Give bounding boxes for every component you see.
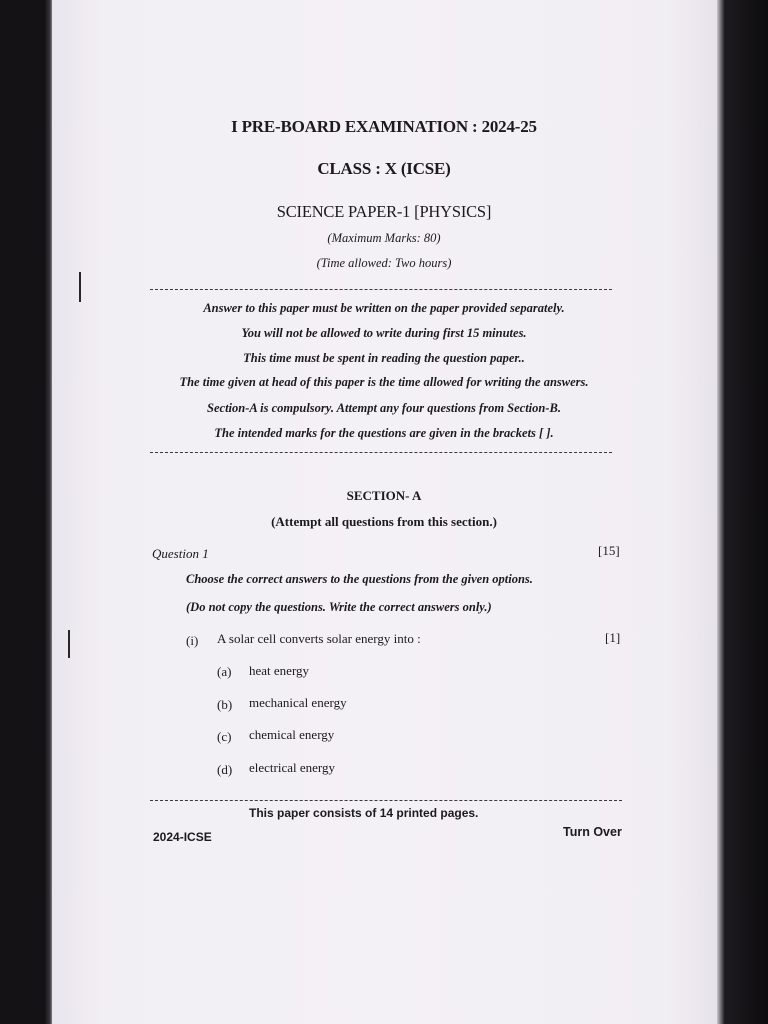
time-allowed: (Time allowed: Two hours) bbox=[316, 256, 452, 270]
section-subtitle: (Attempt all questions from this section.) bbox=[271, 514, 497, 529]
margin-mark bbox=[79, 272, 81, 302]
option-text: mechanical energy bbox=[249, 695, 347, 710]
instruction-line: Answer to this paper must be written on the paper provided separately. bbox=[203, 301, 565, 315]
max-marks: (Maximum Marks: 80) bbox=[327, 231, 441, 245]
question-instruction: Choose the correct answers to the questions from the given options. bbox=[186, 572, 533, 586]
option-text: chemical energy bbox=[249, 727, 335, 742]
option-text: electrical energy bbox=[249, 760, 336, 775]
option-text: heat energy bbox=[249, 663, 310, 678]
option-letter: (c) bbox=[217, 729, 232, 744]
class-line: CLASS : X (ICSE) bbox=[317, 159, 451, 178]
question-label: Question 1 bbox=[152, 546, 209, 561]
question-marks: [15] bbox=[598, 543, 620, 558]
option-letter: (a) bbox=[217, 664, 232, 679]
exam-paper-sheet bbox=[52, 0, 720, 1024]
instruction-line: The time given at head of this paper is the time allowed for writing the answers. bbox=[179, 375, 589, 389]
instruction-line: Section-A is compulsory. Attempt any four questions from Section-B. bbox=[207, 401, 561, 415]
sub-question-number: (i) bbox=[186, 633, 199, 648]
divider-footer bbox=[150, 800, 622, 801]
option-letter: (d) bbox=[217, 762, 233, 777]
divider-top bbox=[150, 289, 612, 290]
question-instruction: (Do not copy the questions. Write the correct answers only.) bbox=[186, 600, 492, 614]
pages-note: This paper consists of 14 printed pages. bbox=[249, 806, 479, 820]
margin-mark bbox=[68, 630, 70, 658]
instruction-line: The intended marks for the questions are given in the brackets [ ]. bbox=[214, 426, 554, 440]
sub-question-marks: [1] bbox=[605, 630, 621, 645]
instruction-line: This time must be spent in reading the question paper.. bbox=[243, 351, 525, 365]
page-edge-right bbox=[717, 0, 768, 1024]
divider-instructions bbox=[150, 452, 612, 453]
paper-code: 2024-ICSE bbox=[153, 830, 212, 844]
sub-question-text: A solar cell converts solar energy into : bbox=[217, 631, 421, 646]
exam-title: I PRE-BOARD EXAMINATION : 2024-25 bbox=[231, 117, 537, 136]
instruction-line: You will not be allowed to write during first 15 minutes. bbox=[241, 326, 527, 340]
paper-title: SCIENCE PAPER-1 [PHYSICS] bbox=[276, 202, 492, 221]
section-title: SECTION- A bbox=[346, 488, 422, 503]
option-letter: (b) bbox=[217, 697, 233, 712]
turn-over: Turn Over bbox=[563, 825, 622, 839]
